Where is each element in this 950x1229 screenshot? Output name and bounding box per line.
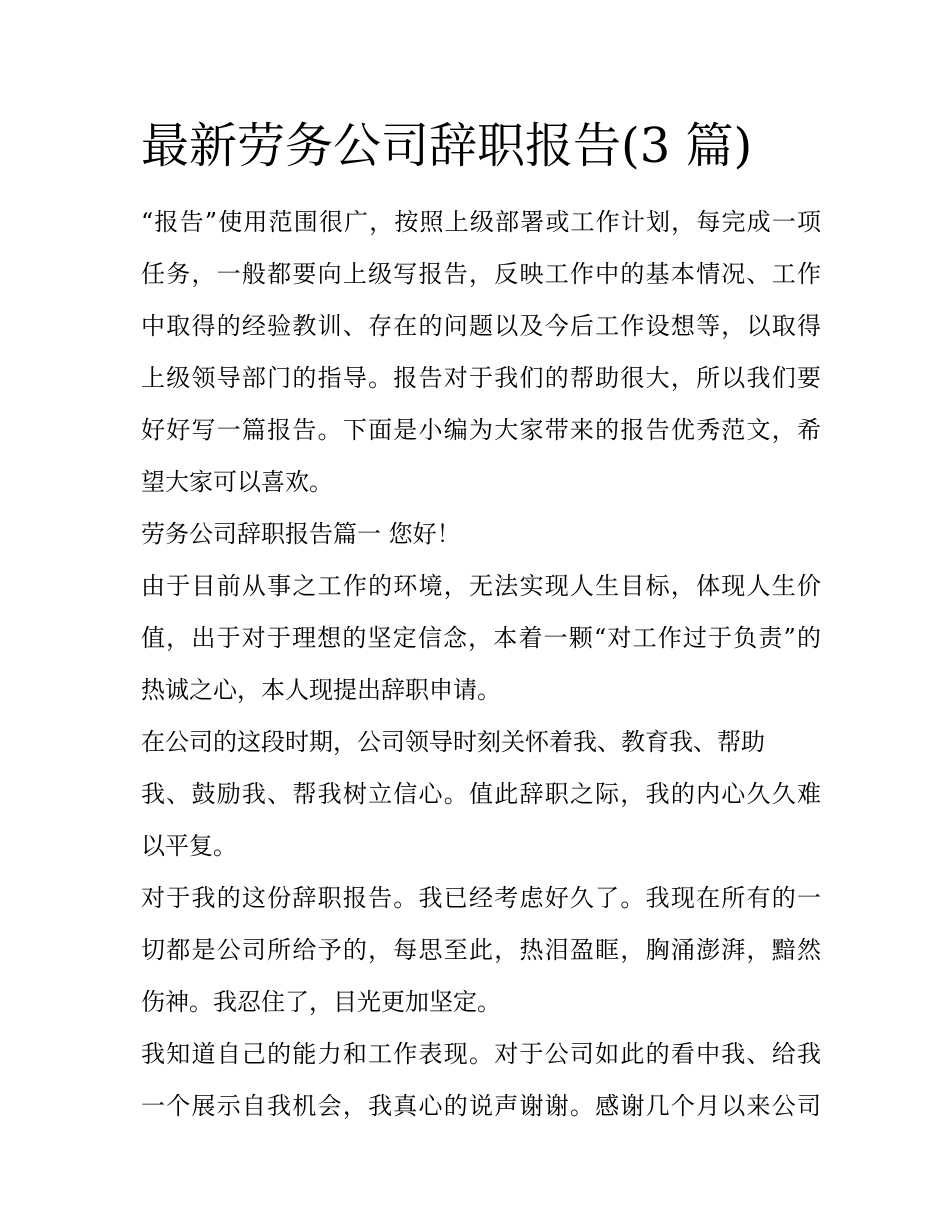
body-line: 值，出于对于理想的坚定信念，本着一颗“对工作过于负责”的 [141, 624, 821, 652]
body-line: 热诚之心，本人现提出辞职申请。 [141, 676, 501, 704]
body-line: 一个展示自我机会，我真心的说声谢谢。感谢几个月以来公司 [141, 1092, 821, 1120]
body-line: 任务，一般都要向上级写报告，反映工作中的基本情况、工作 [141, 260, 821, 288]
body-line: 切都是公司所给予的，每思至此，热泪盈眶，胸涌澎湃，黯然 [141, 936, 821, 964]
section-heading: 劳务公司辞职报告篇一 您好！ [141, 520, 461, 548]
body-line: 由于目前从事之工作的环境，无法实现人生目标，体现人生价 [141, 572, 821, 600]
body-line: 伤神。我忍住了，目光更加坚定。 [141, 988, 501, 1016]
body-line: 以平复。 [141, 832, 237, 860]
body-line: 上级领导部门的指导。报告对于我们的帮助很大，所以我们要 [141, 364, 821, 392]
document-body [141, 196, 821, 1132]
body-line: 望大家可以喜欢。 [141, 468, 333, 496]
body-line: 好好写一篇报告。下面是小编为大家带来的报告优秀范文，希 [141, 416, 821, 444]
body-line: 在公司的这段时期，公司领导时刻关怀着我、教育我、帮助 [141, 728, 765, 756]
document-title: 最新劳务公司辞职报告(3 篇) [141, 118, 753, 174]
body-line: 对于我的这份辞职报告。我已经考虑好久了。我现在所有的一 [141, 884, 821, 912]
body-line: 我知道自己的能力和工作表现。对于公司如此的看中我、给我 [141, 1040, 821, 1068]
body-line: 我、鼓励我、帮我树立信心。值此辞职之际，我的内心久久难 [141, 780, 821, 808]
body-line: “报告”使用范围很广，按照上级部署或工作计划，每完成一项 [141, 208, 821, 236]
body-line: 中取得的经验教训、存在的问题以及今后工作设想等，以取得 [141, 312, 821, 340]
